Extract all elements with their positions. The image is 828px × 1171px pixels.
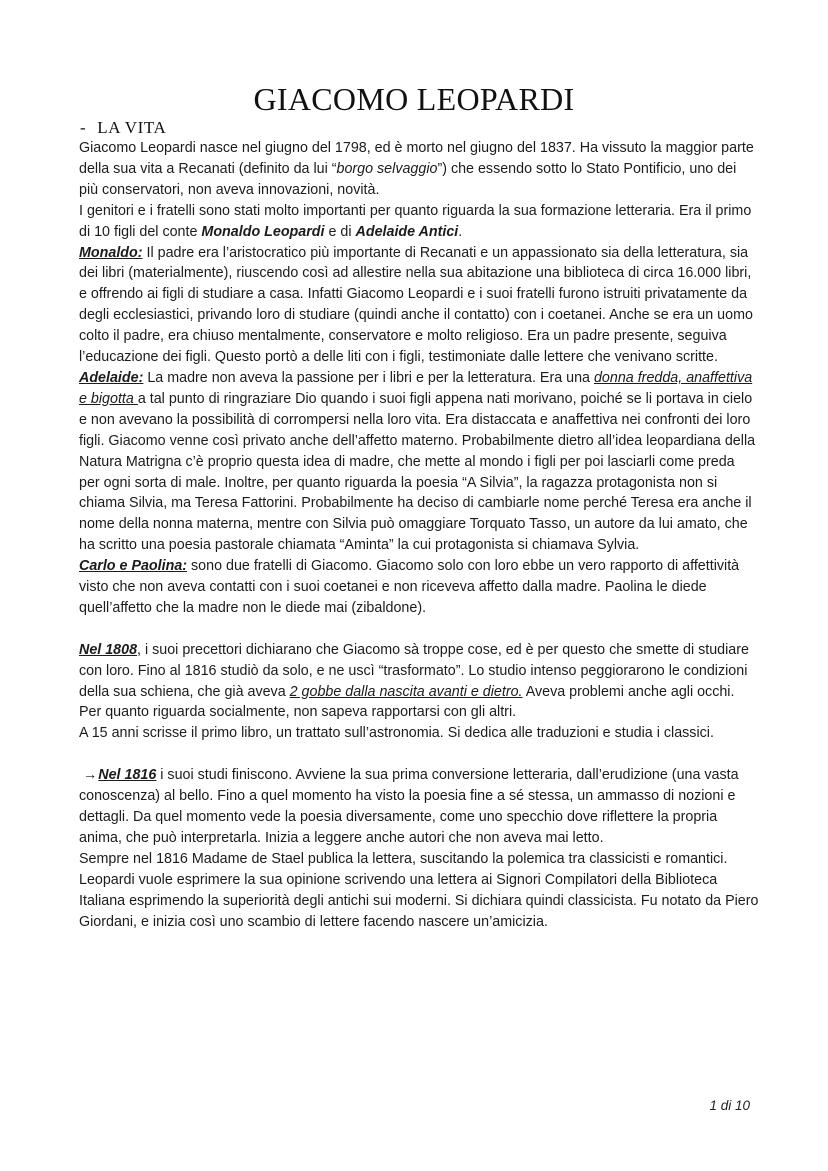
paragraph-age15: A 15 anni scrisse il primo libro, un trattato sull’astronomia. Si dedica alle traduzioni e studia i classici. — [79, 725, 714, 742]
paragraph-gap — [79, 619, 759, 640]
adelaide-text-cont: a tal punto di ringraziare Dio quando i suoi figli appena nati morivano, poiché se li portava in cielo e non avevano la possibilità di corrompersi nella loro vita. Era distaccata e anaffettiva nei confronti dei loro figli. Giacomo venne così privato anche dell’affetto materno. Probabilmente dietro all’idea leopardiana della Natura Matrigna c’è proprio questa idea di madre, che mette al mondo i figli per poi lasciarli come preda per ogni sorta di male. Inoltre, per quanto riguarda la poesia “A Silvia”, la ragazza protagonista non si chiama Silvia, ma Teresa Fattorini. Probabilmente ha deciso di cambiarle nome perché Teresa era anche il nome della nonna materna, mentre con Silvia può omaggiare Torquato Tasso, un autore da lui amato, che ha scritto una poesia pastorale chiamata “Aminta” la cui protagonista si chiamava Sylvia. — [79, 390, 756, 554]
paragraph-siblings — [79, 556, 759, 619]
year-1808-text: , i suoi precettori dichiarano che Giacomo sà troppe cose, ed è per questo che smette di studiare con loro. Fino al 1816 studiò da solo, e ne uscì “trasformato”. Lo studio intenso peggiorarono le condizioni della sua schiena, che già aveva — [79, 641, 749, 700]
section-heading — [80, 118, 166, 138]
family-period: . — [458, 223, 463, 240]
adelaide-emphasis: donna fredda, anaffettiva e bigotta — [79, 369, 753, 407]
page-title: GIACOMO LEOPARDI — [253, 81, 575, 117]
siblings-text: sono due fratelli di Giacomo. Giacomo solo con loro ebbe un vero rapporto di affettività visto che non aveva contatti con i suoi coetanei e non riceveva affetto dalla madre. Paolina le diede quell’affetto che la madre non le diede mai (zibaldone). — [79, 558, 740, 616]
intro-text-end: ”) che essendo sotto lo Stato Pontificio, uno dei più conservatori, non aveva innovazioni, novità. — [79, 160, 737, 198]
monaldo-text: Il padre era l’aristocratico più importante di Recanati e un appassionato sia della letteratura, sia dei libri (materialmente), riuscendo così ad allestire nella sua abitazione una biblioteca di circa 16.000 libri, e offrendo ai figli di studiare a casa. Infatti Giacomo Leopardi e i suoi fratelli furono istruiti privatamente da degli ecclesiastici, privando loro di studiare (quindi anche il contatto) con i coetanei. Anche se era un uomo colto il padre, era chiuso mentalmente, conservatore e molto religioso. Era un padre presente, seguiva l’educazione dei figli. Questo portò a delle liti con i figli, testimoniate dalle lettere che venivano scritte. — [79, 244, 753, 366]
page-number: 1 di 10 — [709, 1098, 750, 1113]
monaldo-label: Monaldo: — [79, 244, 143, 261]
year-1816-label: Nel 1816 — [98, 767, 157, 784]
arrow-icon: → — [82, 767, 98, 784]
year-1808-label: Nel 1808 — [79, 641, 138, 658]
intro-text: Giacomo Leopardi nasce nel giugno del 1798, ed è morto nel giugno del 1837. Ha vissuto la maggior parte della sua vita a Recanati (definito da lui “ — [79, 140, 754, 177]
mother-name: Adelaide Antici — [355, 223, 459, 240]
year-1816-text: i suoi studi finiscono. Avviene la sua prima conversione letteraria, dall’erudizione (una vasta conoscenza) al bello. Fino a quel momento ha visto la poesia fine a sé stessa, un ammasso di nozioni e dettagli. Da quel momento vede la poesia diversamente, come uno specchio dove riflettere la propria anima, che può interpretarla. Inizia a leggere anche autori che non aveva mai letto. — [79, 767, 739, 846]
section-heading-label: LA VITA — [97, 118, 167, 137]
document-body — [79, 138, 759, 932]
adelaide-text: La madre non aveva la passione per i libri e per la letteratura. Era una — [143, 369, 594, 386]
year-1808-emphasis: 2 gobbe dalla nascita avanti e dietro. — [289, 683, 523, 700]
adelaide-label: Adelaide: — [79, 369, 144, 386]
siblings-label: Carlo e Paolina: — [79, 558, 188, 575]
paragraph-family — [79, 201, 759, 243]
paragraph-intro — [79, 138, 759, 201]
paragraph-adelaide — [79, 368, 759, 556]
family-text: I genitori e i fratelli sono stati molto importanti per quanto riguarda la sua formazione letteraria. Era il primo di 10 figli del conte — [79, 202, 752, 240]
year-1808-text-cont: Aveva problemi anche agli occhi. Per quanto riguarda socialmente, non sapeva rapportarsi con gli altri. — [79, 683, 735, 721]
intro-quote: borgo selvaggio — [336, 160, 438, 177]
paragraph-1816 — [79, 765, 759, 849]
family-conjunction: e di — [324, 223, 356, 240]
paragraph-stael: Sempre nel 1816 Madame de Stael publica la lettera, suscitando la polemica tra classicisti e romantici. Leopardi vuole esprimere la sua opinione scrivendo una lettera ai Signori Compilatori della Biblioteca Italiana esprimendo la superiorità degli antichi sui moderni. Si dichiara quindi classicista. Fu notato da Piero Giordani, e inizia così uno scambio di lettere facendo nascere un’amicizia. — [79, 850, 759, 930]
paragraph-1808 — [79, 640, 759, 724]
father-name: Monaldo Leopardi — [201, 223, 325, 240]
section-dash: - — [80, 118, 87, 137]
paragraph-gap — [79, 744, 759, 765]
paragraph-monaldo — [79, 243, 759, 368]
